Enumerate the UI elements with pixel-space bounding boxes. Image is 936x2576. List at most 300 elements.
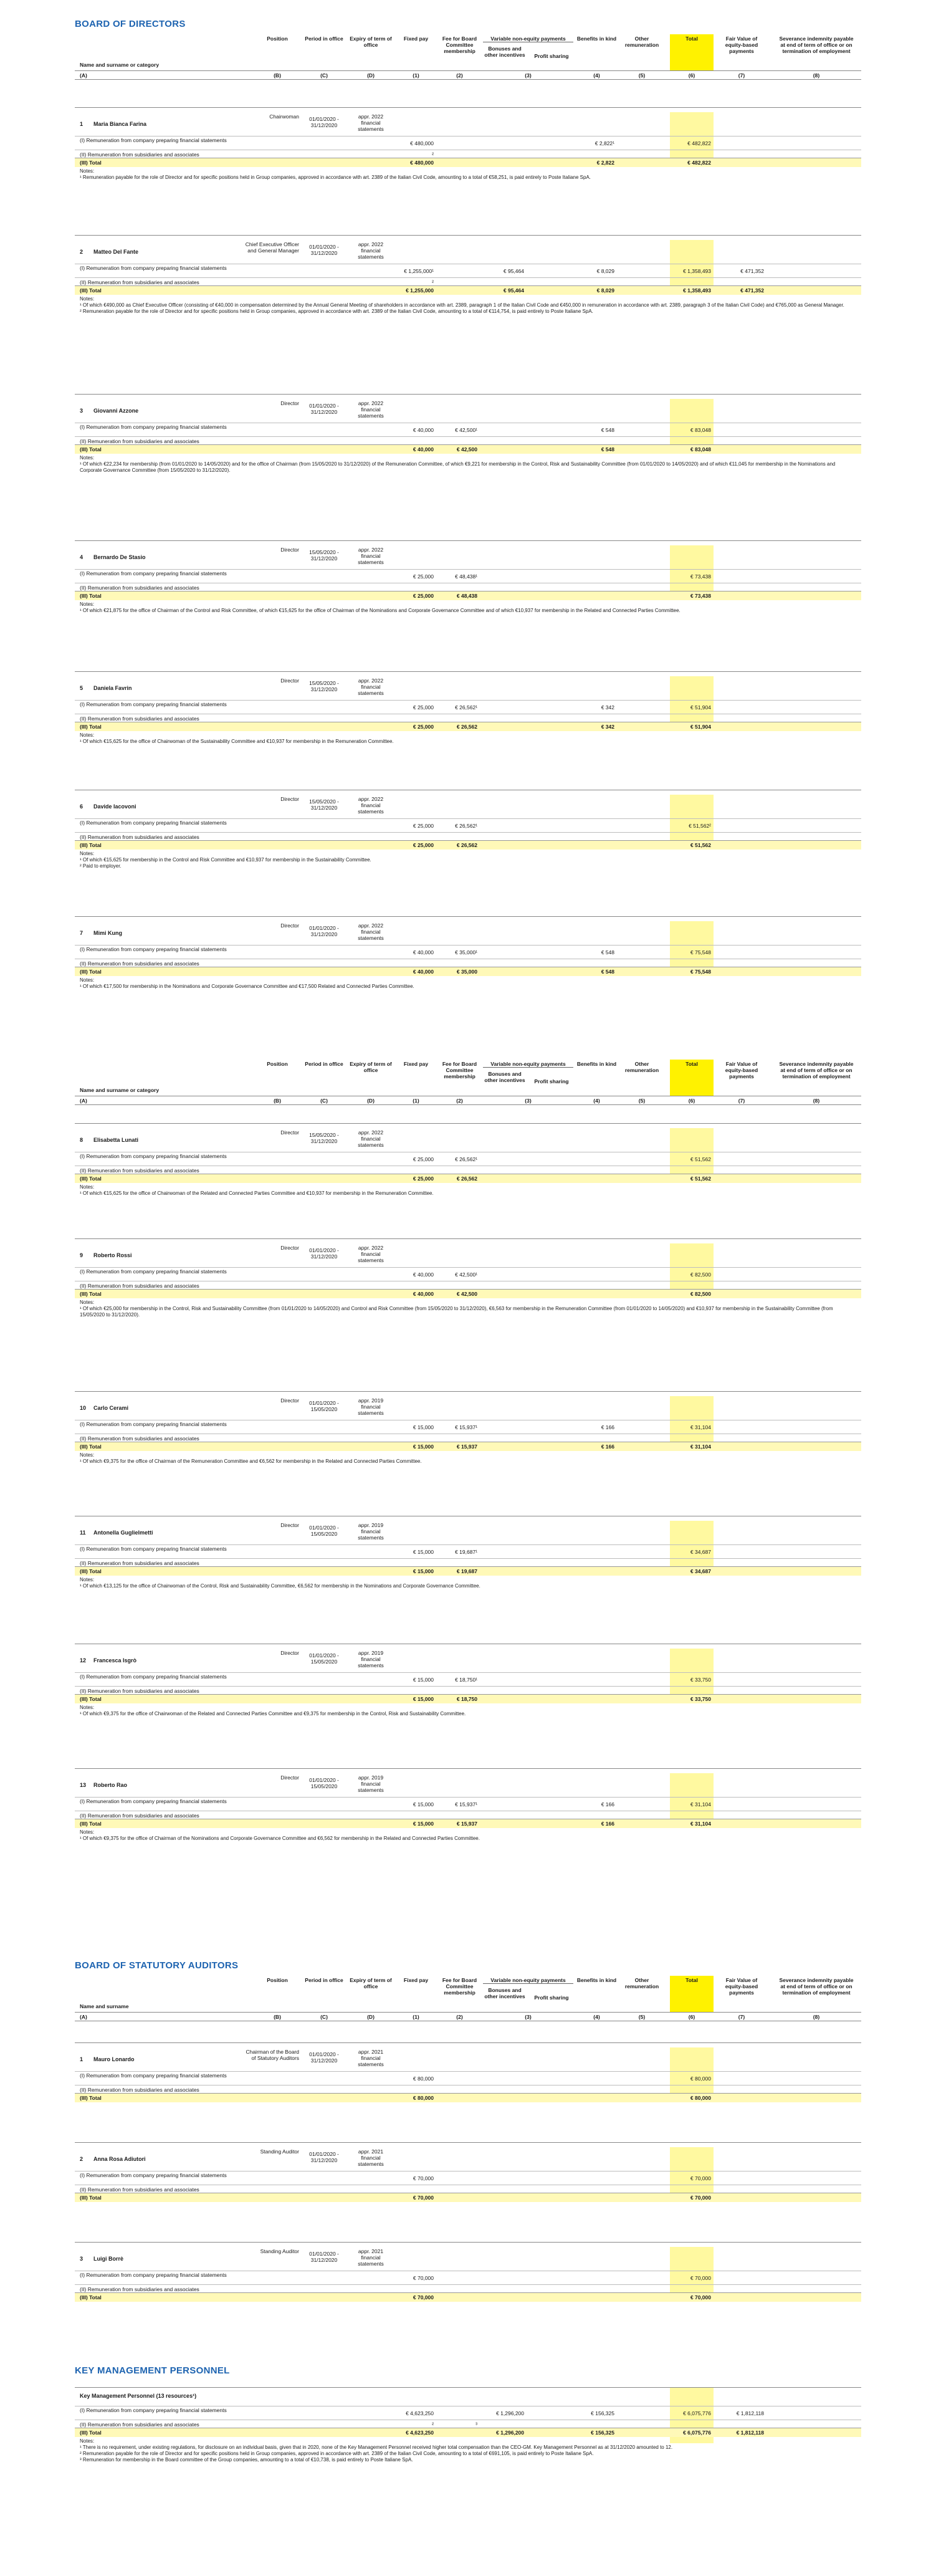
person-number: 1 <box>80 2056 84 2062</box>
notes-heading: Notes: <box>80 1705 95 1710</box>
subsidiaries-remuneration-row <box>75 436 861 445</box>
person-number: 8 <box>80 1137 84 1143</box>
column-letter: (D) <box>367 1098 375 1104</box>
company-remuneration-row <box>75 700 861 714</box>
person-expiry: appr. 2022 financial statements <box>358 547 384 565</box>
note-text: ¹ Of which €9,375 for the office of Chairman of the Nominations and Corporate Governance Committee and €6,562 for membership in the Related and Connected Parties Committee. <box>80 1836 480 1841</box>
notes-heading: Notes: <box>80 1184 95 1190</box>
note-text: ² Paid to employer. <box>80 863 122 869</box>
severance-header: Severance indemnity payable at end of term of office or on termination of employment <box>779 36 854 54</box>
section-separator <box>75 2042 861 2043</box>
value-total: € 1,358,493 <box>683 268 711 274</box>
notes-heading: Notes: <box>80 851 95 856</box>
person-name: Luigi Borrè <box>93 2256 124 2262</box>
person-period: 01/01/2020 - 31/12/2020 <box>309 403 339 415</box>
note-text: ¹ Of which €17,500 for membership in the Nominations and Corporate Governance Committee and €17,500 Related and Connected Parties Committee. <box>80 984 414 989</box>
row-label: (I) Remuneration from company preparing financial statements <box>80 265 227 271</box>
column-letter: (1) <box>413 2014 419 2020</box>
total-header: Total <box>685 1061 698 1067</box>
row-label: (II) Remuneration from subsidiaries and associates <box>80 2286 199 2292</box>
board-of-directors-table <box>75 0 861 2576</box>
column-letter: (8) <box>813 72 820 79</box>
value-fee: € 19,687 <box>456 1568 477 1574</box>
person-expiry: appr. 2022 financial statements <box>358 400 384 419</box>
person-expiry: appr. 2021 financial statements <box>358 2148 384 2167</box>
total-row <box>75 158 861 167</box>
value-fee: ³ <box>475 2421 477 2428</box>
variable-payments-header: Variable non-equity payments <box>483 1061 573 1068</box>
row-label: (I) Remuneration from company preparing financial statements <box>80 1673 227 1680</box>
column-letter: (D) <box>367 2014 375 2020</box>
row-label: (I) Remuneration from company preparing financial statements <box>80 2407 227 2413</box>
value-benefits: € 342 <box>601 724 614 730</box>
kmp-row <box>75 2387 861 2406</box>
value-fixed: € 25,000 <box>413 1175 434 1182</box>
total-row <box>75 1694 861 1703</box>
fee-header: Fee for Board Committee membership <box>442 36 477 54</box>
person-name: Bernardo De Stasio <box>93 554 146 560</box>
person-row <box>75 2047 861 2071</box>
benefits-header: Benefits in kind <box>576 36 617 42</box>
person-expiry: appr. 2019 financial statements <box>358 1522 384 1541</box>
row-label: (I) Remuneration from company preparing financial statements <box>80 570 227 577</box>
row-label: (III) Total <box>80 593 102 599</box>
fixed-pay-header: Fixed pay <box>403 1061 429 1067</box>
value-total: € 70,000 <box>690 2175 711 2181</box>
person-number: 2 <box>80 2156 84 2162</box>
note-text: ² Remuneration payable for the role of Director and for specific positions held in Group companies, approved in accordance with art. 2389 of the Italian Civil Code, amounting to a total of €114,754, is paid entirely to Poste Italiane SpA. <box>80 309 593 314</box>
period-header: Period in office <box>305 36 343 42</box>
section-separator <box>75 2142 861 2143</box>
notes <box>80 296 852 315</box>
fixed-pay-header: Fixed pay <box>403 1977 429 1983</box>
value-fee: € 26,562 <box>456 842 477 848</box>
person-row <box>75 2247 861 2271</box>
column-letter: (B) <box>274 72 281 79</box>
person-position: Director <box>280 1397 299 1404</box>
value-fee: € 42,500 <box>456 446 477 452</box>
value-fee: € 42,500 <box>456 1291 477 1297</box>
total-row <box>75 285 861 295</box>
value-total: € 70,000 <box>690 2294 711 2301</box>
value-fee: € 15,937¹ <box>455 1801 477 1808</box>
column-letter: (6) <box>688 2014 695 2020</box>
expiry-header: Expiry of term of office <box>350 36 392 48</box>
total-header: Total <box>685 36 698 42</box>
person-row <box>75 112 861 136</box>
row-label: (II) Remuneration from subsidiaries and associates <box>80 279 199 285</box>
value-total: € 31,104 <box>690 1424 711 1430</box>
subsidiaries-remuneration-row <box>75 959 861 967</box>
subsidiaries-remuneration-row <box>75 1281 861 1290</box>
subsidiaries-remuneration-row <box>75 583 861 591</box>
person-position: Director <box>280 547 299 553</box>
row-label: (III) Total <box>80 724 102 730</box>
value-fee: € 15,937 <box>456 1444 477 1450</box>
auditors-title: BOARD OF STATUTORY AUDITORS <box>75 1960 239 1971</box>
person-position: Chief Executive Officer and General Manager <box>245 241 299 254</box>
notes-heading: Notes: <box>80 977 95 983</box>
notes-heading: Notes: <box>80 296 95 302</box>
person-period: 01/01/2020 - 31/12/2020 <box>309 116 339 128</box>
person-period: 01/01/2020 - 15/05/2020 <box>309 1652 339 1665</box>
row-label: (II) Remuneration from subsidiaries and associates <box>80 1559 199 1566</box>
column-letter: (5) <box>638 2014 646 2020</box>
person-position: Standing Auditor <box>260 2148 299 2155</box>
company-remuneration-row <box>75 2171 861 2185</box>
note-text: ² Remuneration payable for the role of Director and for specific positions held in Group companies, approved in accordance with art. 2389 of the Italian Civil Code, amounting to a total of €691,105, is paid entirely to Poste Italiane SpA. <box>80 2451 594 2456</box>
value-benefits: € 166 <box>601 1444 614 1450</box>
person-name: Francesca Isgrò <box>93 1657 137 1664</box>
value-fee: € 15,937 <box>456 1821 477 1827</box>
person-name: Carlo Cerami <box>93 1405 129 1411</box>
value-benefits: € 2,822 <box>596 160 614 166</box>
row-label: (III) Total <box>80 2430 102 2436</box>
section-separator <box>75 394 861 395</box>
column-letter: (6) <box>688 72 695 79</box>
fair-value-header: Fair Value of equity-based payments <box>725 1061 758 1080</box>
name-header: Name and surname or category <box>80 62 160 68</box>
value-fee: € 19,687¹ <box>455 1549 477 1555</box>
person-expiry: appr. 2022 financial statements <box>358 1245 384 1263</box>
expiry-header: Expiry of term of office <box>350 1061 392 1073</box>
column-letter: (8) <box>813 2014 820 2020</box>
total-row <box>75 1442 861 1451</box>
value-total: € 83,048 <box>690 446 711 452</box>
value-benefits: € 2,822¹ <box>595 140 614 146</box>
severance-header: Severance indemnity payable at end of term of office or on termination of employment <box>779 1977 854 1996</box>
notes-heading: Notes: <box>80 732 95 738</box>
company-remuneration-row <box>75 1672 861 1687</box>
person-row <box>75 399 861 423</box>
person-name: Antonella Guglielmetti <box>93 1530 153 1536</box>
column-letter: (2) <box>456 72 463 79</box>
column-letter: (1) <box>413 72 419 79</box>
value-fixed: ² <box>432 151 434 158</box>
person-name: Mimi Kung <box>93 930 122 936</box>
company-remuneration-row <box>75 1152 861 1166</box>
value-total: € 51,562 <box>690 842 711 848</box>
bonuses-header: Bonuses and other incentives <box>484 1071 525 1083</box>
person-expiry: appr. 2019 financial statements <box>358 1397 384 1416</box>
company-remuneration-row <box>75 569 861 583</box>
value-fixed: € 40,000 <box>413 427 434 433</box>
person-position: Director <box>280 922 299 929</box>
column-letter: (3) <box>525 1098 532 1104</box>
value-benefits: € 166 <box>601 1424 614 1430</box>
notes-heading: Notes: <box>80 168 95 174</box>
value-benefits: € 548 <box>601 427 614 433</box>
other-remuneration-header: Other remuneration <box>624 1061 659 1073</box>
person-row <box>75 1649 861 1672</box>
person-period: 15/05/2020 - 31/12/2020 <box>309 1132 339 1144</box>
row-label: (III) Total <box>80 1175 102 1182</box>
person-period: 01/01/2020 - 15/05/2020 <box>309 1400 339 1412</box>
notes-heading: Notes: <box>80 1452 95 1458</box>
person-name: Daniela Favrin <box>93 685 132 691</box>
column-letter: (A) <box>80 72 87 79</box>
company-remuneration-row <box>75 1544 861 1559</box>
benefits-header: Benefits in kind <box>576 1977 617 1983</box>
value-benefits: € 8,029 <box>596 268 614 274</box>
person-position: Director <box>280 1129 299 1136</box>
note-text: ¹ Of which €25,000 for membership in the Control, Risk and Sustainability Committee (from 01/01/2020 to 14/05/2020) and Control and Risk Committee (from 15/05/2020 to 31/12/2020), €6,563 for membership in the Remuneration Committee (from 01/01/2020 to 14/05/2020) and €10,937 for membership in the Sustainability Committee (from 15/05/2020 to 31/12/2020). <box>80 1306 833 1318</box>
company-remuneration-row <box>75 2071 861 2085</box>
row-label: (III) Total <box>80 969 102 975</box>
section-separator <box>75 235 861 236</box>
notes-heading: Notes: <box>80 1300 95 1305</box>
person-expiry: appr. 2022 financial statements <box>358 1129 384 1148</box>
value-total: € 75,548 <box>690 969 711 975</box>
person-position: Chairman of the Board of Statutory Auditors <box>246 2049 299 2061</box>
kmp-title: KEY MANAGEMENT PERSONNEL <box>75 2365 230 2376</box>
person-name: Mauro Lonardo <box>93 2056 135 2062</box>
row-label: (I) Remuneration from company preparing financial statements <box>80 2272 227 2278</box>
row-label: (I) Remuneration from company preparing financial statements <box>80 820 227 826</box>
person-expiry: appr. 2022 financial statements <box>358 922 384 941</box>
value-total: € 51,562² <box>689 823 711 829</box>
row-label: (III) Total <box>80 1444 102 1450</box>
person-row <box>75 676 861 700</box>
row-label: (III) Total <box>80 1291 102 1297</box>
value-benefits: € 166 <box>601 1801 614 1808</box>
value-fixed: € 40,000 <box>413 969 434 975</box>
value-total: € 1,358,493 <box>683 287 711 294</box>
value-total: € 31,104 <box>690 1444 711 1450</box>
column-letter: (C) <box>320 72 328 79</box>
row-label: (III) Total <box>80 2195 102 2201</box>
notes <box>80 1300 852 1318</box>
value-benefits: € 8,029 <box>596 287 614 294</box>
total-header: Total <box>685 1977 698 1983</box>
value-benefits: € 156,325 <box>591 2410 614 2416</box>
profit-sharing-header: Profit sharing <box>534 53 569 59</box>
column-letter: (3) <box>525 72 532 79</box>
person-row <box>75 2147 861 2171</box>
value-fixed: € 25,000 <box>413 573 434 580</box>
value-fixed: € 80,000 <box>413 2095 434 2101</box>
column-letter: (D) <box>367 72 375 79</box>
value-fixed: € 1,255,000¹ <box>404 268 434 274</box>
person-position: Director <box>280 1522 299 1528</box>
subsidiaries-remuneration-row <box>75 2284 861 2293</box>
value-fee: € 26,562 <box>456 1175 477 1182</box>
row-label: (II) Remuneration from subsidiaries and associates <box>80 2186 199 2193</box>
expiry-header: Expiry of term of office <box>350 1977 392 1989</box>
subsidiaries-remuneration-row <box>75 832 861 841</box>
fair-value-header: Fair Value of equity-based payments <box>725 36 758 54</box>
value-fixed: € 1,255,000 <box>406 287 434 294</box>
value-total: € 51,904 <box>690 704 711 711</box>
person-period: 15/05/2020 - 31/12/2020 <box>309 549 339 562</box>
value-fixed: € 480,000 <box>410 160 434 166</box>
value-benefits: € 548 <box>601 949 614 955</box>
column-letter: (7) <box>738 2014 745 2020</box>
value-fee: € 35,000 <box>456 969 477 975</box>
person-name: Giovanni Azzone <box>93 408 139 414</box>
value-bonus: € 1,296,200 <box>496 2430 524 2436</box>
fixed-pay-header: Fixed pay <box>403 36 429 42</box>
value-fee: € 42,500¹ <box>455 1271 477 1278</box>
subsidiaries-remuneration-row <box>75 277 861 286</box>
subsidiaries-remuneration-row <box>75 1686 861 1695</box>
row-label: (III) Total <box>80 1696 102 1702</box>
row-label: (II) Remuneration from subsidiaries and associates <box>80 1687 199 1694</box>
total-row <box>75 1289 861 1298</box>
company-remuneration-row <box>75 1420 861 1434</box>
value-fv: € 1,812,118 <box>736 2410 764 2416</box>
value-fixed: ² <box>432 279 434 285</box>
section-separator <box>75 1391 861 1392</box>
column-letter: (4) <box>593 1098 600 1104</box>
value-bonus: € 1,296,200 <box>496 2410 524 2416</box>
value-fee: € 48,438¹ <box>455 573 477 580</box>
value-bonus: € 95,464 <box>503 287 524 294</box>
person-row <box>75 921 861 945</box>
column-letter: (7) <box>738 1098 745 1104</box>
person-period: 01/01/2020 - 31/12/2020 <box>309 2051 339 2064</box>
value-fixed: € 15,000 <box>413 1821 434 1827</box>
row-label: (I) Remuneration from company preparing financial statements <box>80 137 227 143</box>
subsidiaries-remuneration-row <box>75 150 861 158</box>
value-fixed: € 70,000 <box>413 2195 434 2201</box>
person-row <box>75 1243 861 1267</box>
board-title: BOARD OF DIRECTORS <box>75 19 186 29</box>
total-row <box>75 2292 861 2302</box>
person-number: 13 <box>80 1782 87 1788</box>
company-remuneration-row <box>75 423 861 437</box>
variable-payments-header: Variable non-equity payments <box>483 1977 573 1984</box>
value-fee: € 26,562 <box>456 724 477 730</box>
variable-payments-header: Variable non-equity payments <box>483 36 573 42</box>
person-expiry: appr. 2021 financial statements <box>358 2248 384 2267</box>
value-fixed: € 15,000 <box>413 1801 434 1808</box>
row-label: (I) Remuneration from company preparing financial statements <box>80 701 227 707</box>
person-number: 3 <box>80 408 84 414</box>
row-label: (I) Remuneration from company preparing financial statements <box>80 1798 227 1804</box>
period-header: Period in office <box>305 1061 343 1067</box>
notes <box>80 1577 852 1589</box>
notes <box>80 851 852 869</box>
note-text: ¹ Of which €490,000 as Chief Executive Officer (consisting of €40,000 in compensation determined by the Annual General Meeting of shareholders in accordance with art. 2389, paragraph 1 of the Italian Civil Code and €450,000 in remuneration in accordance with art. 2389, paragraph 3 of the Italian Civil Code) and €765,000 as General Manager. <box>80 302 844 308</box>
person-name: Elisabetta Lunati <box>93 1137 139 1143</box>
value-fee: € 26,562¹ <box>455 823 477 829</box>
row-label: (II) Remuneration from subsidiaries and associates <box>80 833 199 840</box>
value-fixed: € 70,000 <box>413 2294 434 2301</box>
note-text: ¹ Remuneration payable for the role of Director and for specific positions held in Group companies, approved in accordance with art. 2389 of the Italian Civil Code, amounting to a total of €58,251, is paid entirely to Poste Italiane SpA. <box>80 175 591 180</box>
value-fixed: € 15,000 <box>413 1424 434 1430</box>
column-letters-row <box>75 2012 861 2021</box>
column-letter: (C) <box>320 1098 328 1104</box>
total-row <box>75 2093 861 2102</box>
other-remuneration-header: Other remuneration <box>624 1977 659 1989</box>
person-number: 5 <box>80 685 84 691</box>
company-remuneration-row <box>75 1797 861 1811</box>
value-fee: € 42,500¹ <box>455 427 477 433</box>
person-number: 1 <box>80 121 84 127</box>
row-label: (II) Remuneration from subsidiaries and associates <box>80 1435 199 1442</box>
fee-header: Fee for Board Committee membership <box>442 1977 477 1996</box>
value-fixed: € 15,000 <box>413 1677 434 1683</box>
subsidiaries-remuneration-row <box>75 1166 861 1174</box>
row-label: (III) Total <box>80 1568 102 1574</box>
notes <box>80 1184 852 1197</box>
value-fv: € 1,812,118 <box>736 2430 764 2436</box>
row-label: (II) Remuneration from subsidiaries and associates <box>80 960 199 967</box>
person-position: Chairwoman <box>269 113 299 120</box>
person-row <box>75 1521 861 1544</box>
profit-sharing-header: Profit sharing <box>534 1078 569 1085</box>
person-number: 7 <box>80 930 84 936</box>
person-position: Director <box>280 400 299 406</box>
value-total: € 6,075,776 <box>683 2430 711 2436</box>
row-label: (III) Total <box>80 842 102 848</box>
row-label: (III) Total <box>80 2294 102 2301</box>
row-label: (I) Remuneration from company preparing financial statements <box>80 946 227 952</box>
column-letter: (2) <box>456 1098 463 1104</box>
value-total: € 82,500 <box>690 1271 711 1278</box>
value-fixed: € 480,000 <box>410 140 434 146</box>
person-period: 01/01/2020 - 15/05/2020 <box>309 1525 339 1537</box>
value-fee: € 26,562¹ <box>455 704 477 711</box>
column-letter: (B) <box>274 2014 281 2020</box>
value-fixed: € 25,000 <box>413 593 434 599</box>
row-label: (I) Remuneration from company preparing financial statements <box>80 1421 227 1427</box>
row-label: (III) Total <box>80 2095 102 2101</box>
row-label: (II) Remuneration from subsidiaries and associates <box>80 1812 199 1819</box>
section-separator <box>75 671 861 672</box>
column-letter: (8) <box>813 1098 820 1104</box>
person-period: 01/01/2020 - 31/12/2020 <box>309 2151 339 2163</box>
value-total: € 51,562 <box>690 1156 711 1162</box>
row-label: (II) Remuneration from subsidiaries and associates <box>80 2421 199 2428</box>
person-expiry: appr. 2019 financial statements <box>358 1650 384 1669</box>
row-label: (I) Remuneration from company preparing financial statements <box>80 2172 227 2178</box>
fair-value-header: Fair Value of equity-based payments <box>725 1977 758 1996</box>
value-fixed: € 4,623,250 <box>406 2430 434 2436</box>
value-fixed: € 80,000 <box>413 2076 434 2082</box>
value-total: € 33,750 <box>690 1696 711 1702</box>
person-row <box>75 240 861 264</box>
column-letter: (3) <box>525 2014 532 2020</box>
section-separator <box>75 2242 861 2243</box>
value-fixed: € 15,000 <box>413 1696 434 1702</box>
value-fixed: € 15,000 <box>413 1444 434 1450</box>
person-row <box>75 795 861 818</box>
column-letters-row <box>75 1096 861 1105</box>
value-total: € 34,687 <box>690 1549 711 1555</box>
value-fee: € 35,000¹ <box>455 949 477 955</box>
person-period: 01/01/2020 - 15/05/2020 <box>309 1777 339 1789</box>
total-row <box>75 840 861 850</box>
person-row <box>75 1773 861 1797</box>
row-label: (I) Remuneration from company preparing financial statements <box>80 2072 227 2079</box>
value-fee: € 26,562¹ <box>455 1156 477 1162</box>
note-text: ¹ Of which €13,125 for the office of Chairwoman of the Control, Risk and Sustainability Committee, €6,562 for membership in the Nominations and Corporate Governance Committee. <box>80 1583 480 1589</box>
person-period: 01/01/2020 - 31/12/2020 <box>309 2251 339 2263</box>
person-name: Roberto Rossi <box>93 1252 132 1258</box>
total-row <box>75 722 861 731</box>
notes <box>80 1829 852 1842</box>
value-total: € 82,500 <box>690 1291 711 1297</box>
person-name: Roberto Rao <box>93 1782 127 1788</box>
section-separator <box>75 540 861 541</box>
value-fv: € 471,352 <box>740 268 764 274</box>
value-fee: € 18,750¹ <box>455 1677 477 1683</box>
column-letter: (1) <box>413 1098 419 1104</box>
subsidiaries-remuneration-row <box>75 1811 861 1819</box>
person-number: 11 <box>80 1530 86 1536</box>
